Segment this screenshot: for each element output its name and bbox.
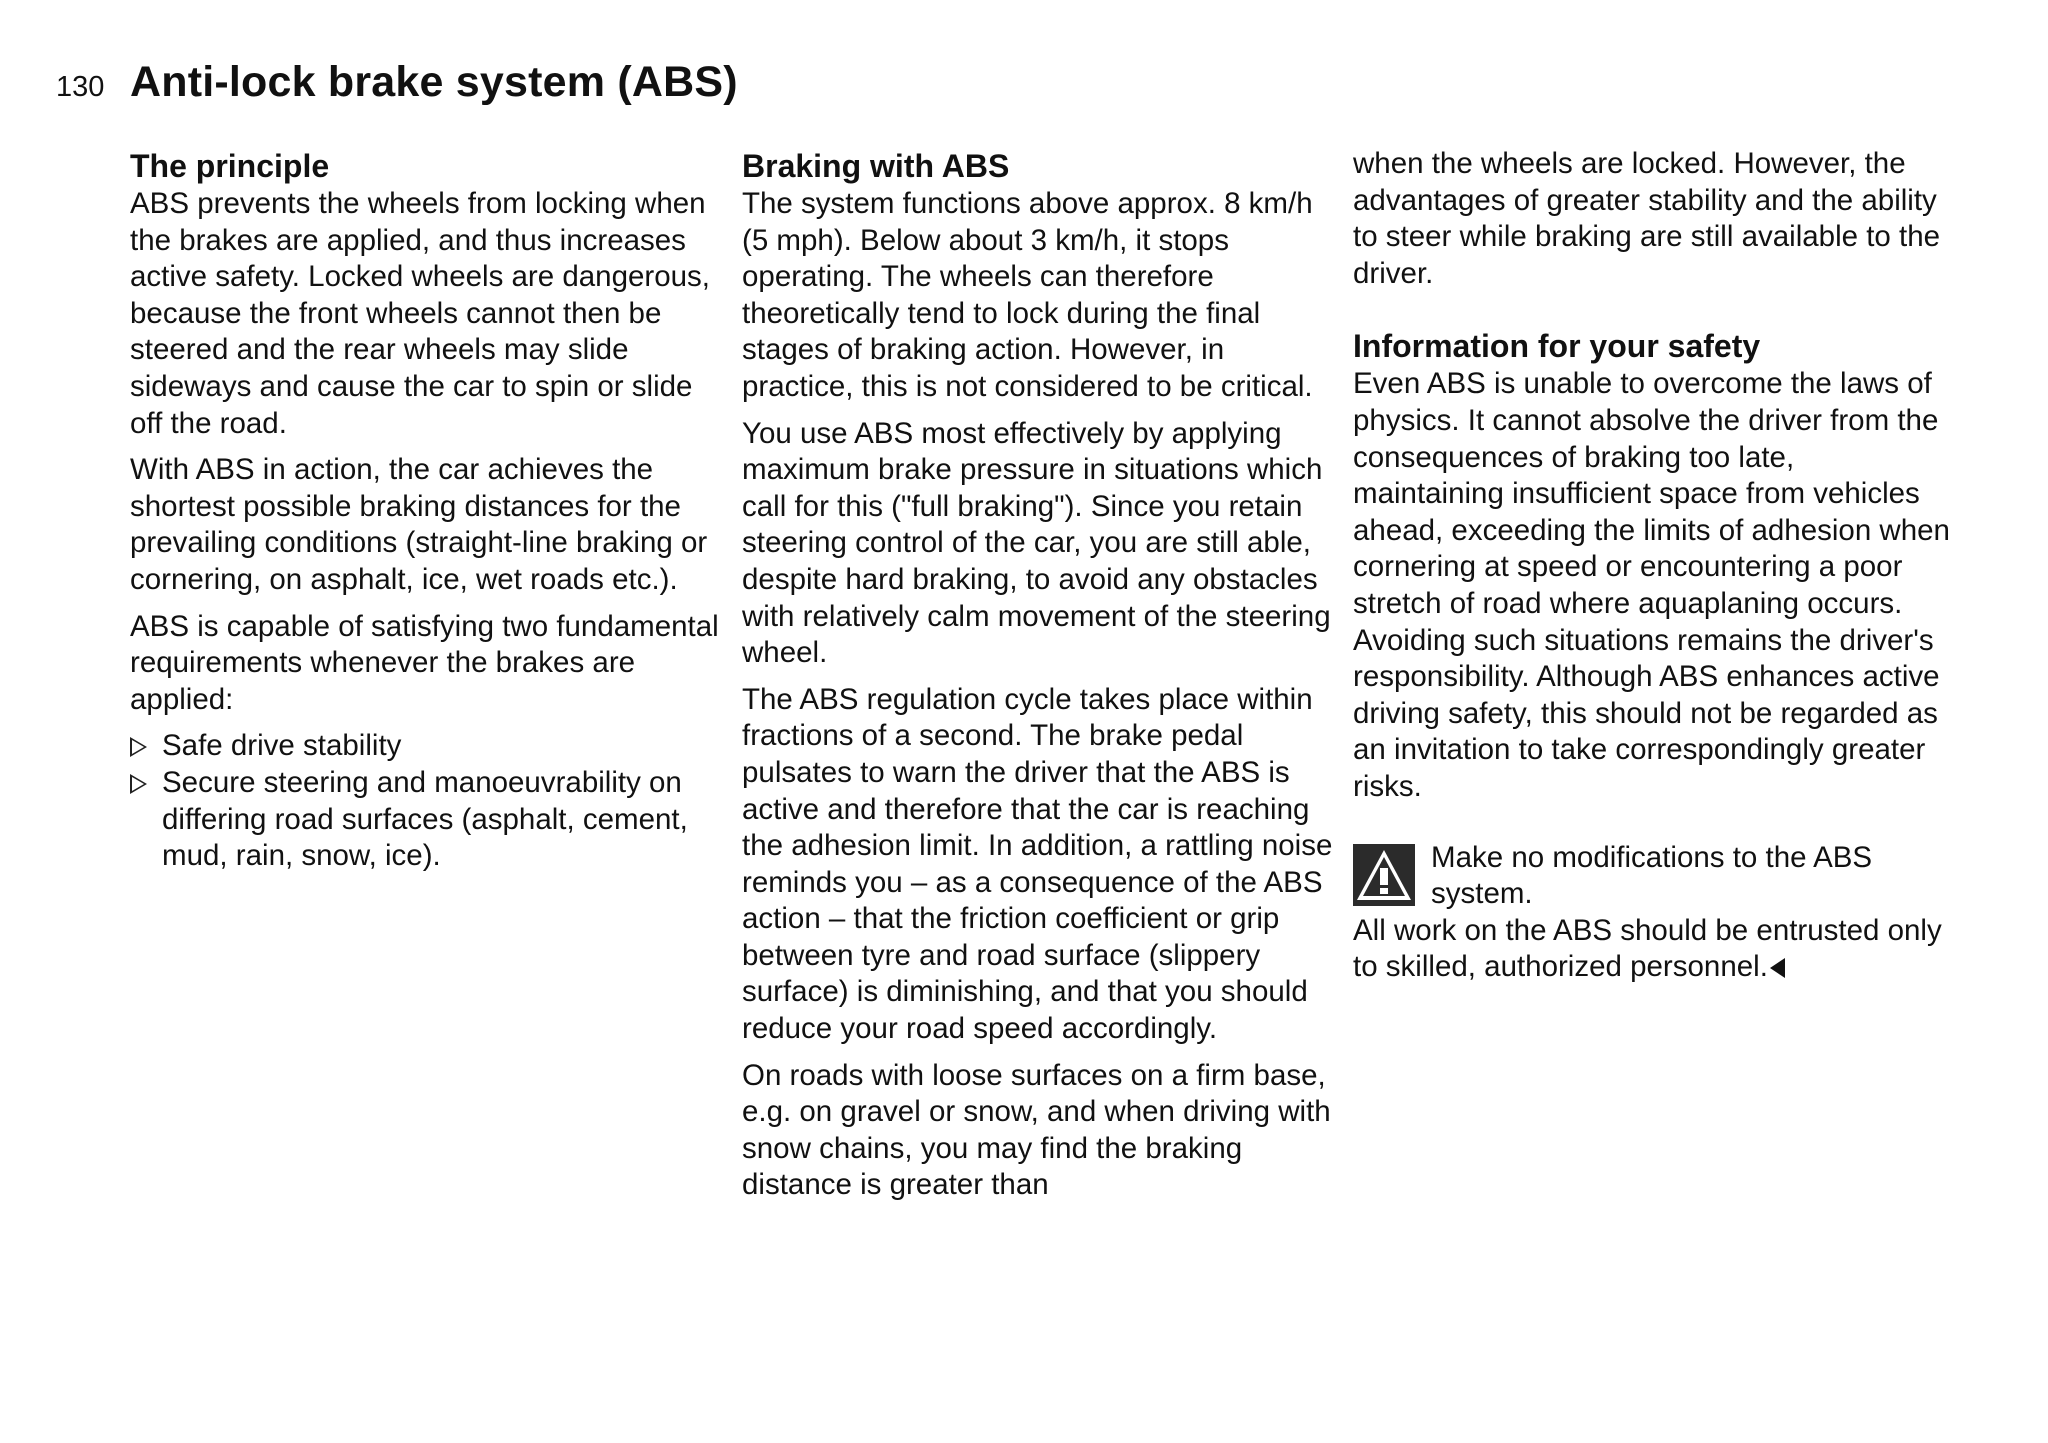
paragraph: Even ABS is unable to overcome the laws of physics. It cannot absolve the driver from the consequences of braking too late, maintaining insufficient space from vehicles ahead, exceeding the limits of adhesion when cornering at speed or encountering a poor stretch of road where aquaplaning occurs. Avoiding such situations remains the driver's responsibility. Although ABS enhances active driving safety, this should not be regarded as an invitation to take correspondingly greater risks.: [1353, 367, 1950, 803]
column-braking-with-abs: [742, 146, 1342, 1214]
bullet-arrow-icon: [130, 774, 147, 794]
warning-text: Make no modifications to the ABS system.: [1431, 840, 1873, 911]
section-heading-safety: Information for your safety: [1353, 328, 1761, 365]
list-item: [130, 728, 730, 765]
column-principle: [130, 146, 730, 875]
paragraph-continuation: when the wheels are locked. However, the advantages of greater stability and the ability to steer while braking are still available to the driver.: [1353, 147, 1941, 290]
list-item-text: Secure steering and manoeuvrability on differing road surfaces (asphalt, cement, mud, rain, snow, ice).: [162, 765, 688, 873]
requirements-list: [130, 728, 730, 874]
paragraph: ABS prevents the wheels from locking when the brakes are applied, and thus increases active safety. Locked wheels are dangerous, because the front wheels cannot then be steered and the rear wheels may slide sideways and cause the car to spin or slide off the road.: [130, 187, 710, 440]
page-number: 130: [56, 71, 105, 103]
paragraph: ABS is capable of satisfying two fundamental requirements whenever the brakes are applied:: [130, 609, 719, 716]
column-safety: [1353, 146, 1953, 986]
paragraph: The ABS regulation cycle takes place within fractions of a second. The brake pedal pulsates to warn the driver that the ABS is active and therefore that the car is reaching the adhesion limit. In addition, a rattling noise reminds you – as a consequence of the ABS action – that the friction coefficient or grip between tyre and road surface (slippery surface) is diminishing, and that you should reduce your road speed accordingly.: [742, 682, 1333, 1046]
paragraph: With ABS in action, the car achieves the shortest possible braking distances for the prevailing conditions (straight-line braking or cornering, on asphalt, ice, wet roads etc.).: [130, 453, 708, 596]
paragraph: On roads with loose surfaces on a firm base, e.g. on gravel or snow, and when driving with snow chains, you may find the braking distance is greater than: [742, 1058, 1331, 1202]
page-title: Anti-lock brake system (ABS): [130, 58, 738, 106]
paragraph: You use ABS most effectively by applying maximum brake pressure in situations which call for this ("full braking"). Since you retain steering control of the car, you are still able, despite hard braking, to avoid any obstacles with relatively calm movement of the steering wheel.: [742, 416, 1331, 670]
bullet-arrow-icon: [130, 737, 147, 757]
list-item: [130, 765, 730, 875]
warning-triangle-icon: [1353, 844, 1415, 906]
warning-text-continued: All work on the ABS should be entrusted only to skilled, authorized personnel.: [1353, 913, 1942, 984]
list-item-text: Safe drive stability: [162, 729, 402, 763]
paragraph: The system functions above approx. 8 km/h (5 mph). Below about 3 km/h, it stops operating. The wheels can therefore theoretically tend to lock during the final stages of braking action. However, in practice, this is not considered to be critical.: [742, 187, 1313, 403]
end-of-section-icon: [1770, 958, 1785, 978]
section-heading-braking: Braking with ABS: [742, 148, 1010, 184]
section-heading-principle: The principle: [130, 148, 330, 184]
warning-note: [1353, 840, 1953, 986]
